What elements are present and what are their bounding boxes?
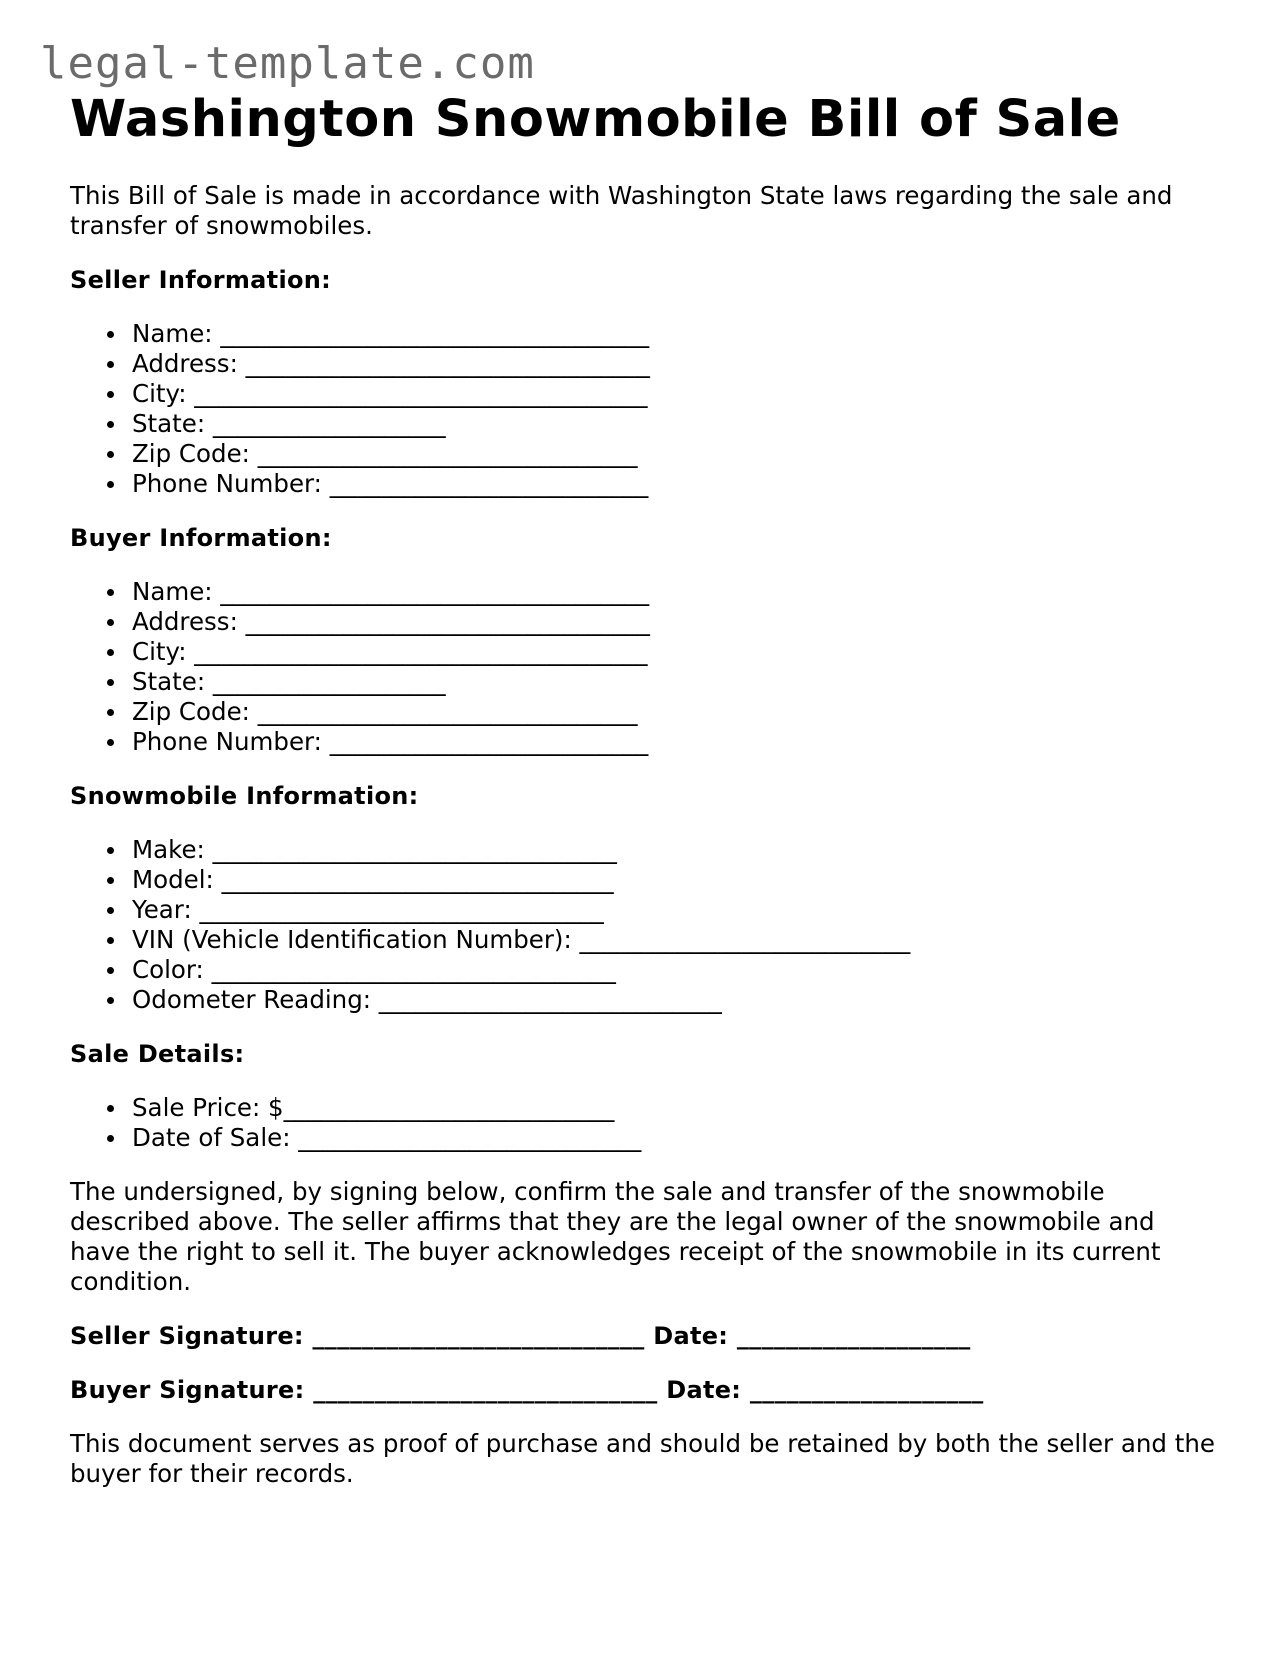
sale-price-field[interactable]: Sale Price: $___________________________ [132,1093,1220,1123]
snowmobile-model-field[interactable]: Model: ________________________________ [132,865,1220,895]
sale-date-field[interactable]: Date of Sale: ____________________________ [132,1123,1220,1153]
seller-field-list [70,319,1220,499]
seller-name-field[interactable]: Name: ___________________________________ [132,319,1220,349]
snowmobile-color-field[interactable]: Color: _________________________________ [132,955,1220,985]
buyer-signature-line[interactable]: Buyer Signature: ____________________________ Date: ___________________ [70,1376,984,1404]
buyer-section-heading: Buyer Information: [70,524,332,552]
buyer-name-field[interactable]: Name: ___________________________________ [132,577,1220,607]
snowmobile-vin-field[interactable]: VIN (Vehicle Identification Number): ___________________________ [132,925,1220,955]
buyer-phone-field[interactable]: Phone Number: __________________________ [132,727,1220,757]
snowmobile-make-field[interactable]: Make: _________________________________ [132,835,1220,865]
seller-zip-field[interactable]: Zip Code: _______________________________ [132,439,1220,469]
snowmobile-section-heading: Snowmobile Information: [70,782,419,810]
closing-paragraph: The undersigned, by signing below, confirm the sale and transfer of the snowmobile described above. The seller affirms that they are the legal owner of the snowmobile and have the right to sell it. The buyer acknowledges receipt of the snowmobile in its current condition. [70,1177,1161,1296]
buyer-city-field[interactable]: City: _____________________________________ [132,637,1220,667]
seller-city-field[interactable]: City: _____________________________________ [132,379,1220,409]
buyer-address-field[interactable]: Address: _________________________________ [132,607,1220,637]
document-title: Washington Snowmobile Bill of Sale [70,90,1121,149]
buyer-zip-field[interactable]: Zip Code: _______________________________ [132,697,1220,727]
sale-section-heading: Sale Details: [70,1040,245,1068]
buyer-field-list [70,577,1220,757]
snowmobile-field-list [70,835,1220,1015]
document-page [70,88,1220,1489]
final-paragraph: This document serves as proof of purchase and should be retained by both the seller and the buyer for their records. [70,1429,1215,1488]
snowmobile-year-field[interactable]: Year: _________________________________ [132,895,1220,925]
intro-paragraph: This Bill of Sale is made in accordance with Washington State laws regarding the sale and transfer of snowmobiles. [70,181,1173,240]
watermark-text: legal-template.com [40,38,535,89]
seller-phone-field[interactable]: Phone Number: __________________________ [132,469,1220,499]
seller-signature-line[interactable]: Seller Signature: ___________________________ Date: ___________________ [70,1322,971,1350]
seller-address-field[interactable]: Address: _________________________________ [132,349,1220,379]
sale-field-list [70,1093,1220,1153]
buyer-state-field[interactable]: State: ___________________ [132,667,1220,697]
seller-state-field[interactable]: State: ___________________ [132,409,1220,439]
snowmobile-odometer-field[interactable]: Odometer Reading: ____________________________ [132,985,1220,1015]
seller-section-heading: Seller Information: [70,266,332,294]
